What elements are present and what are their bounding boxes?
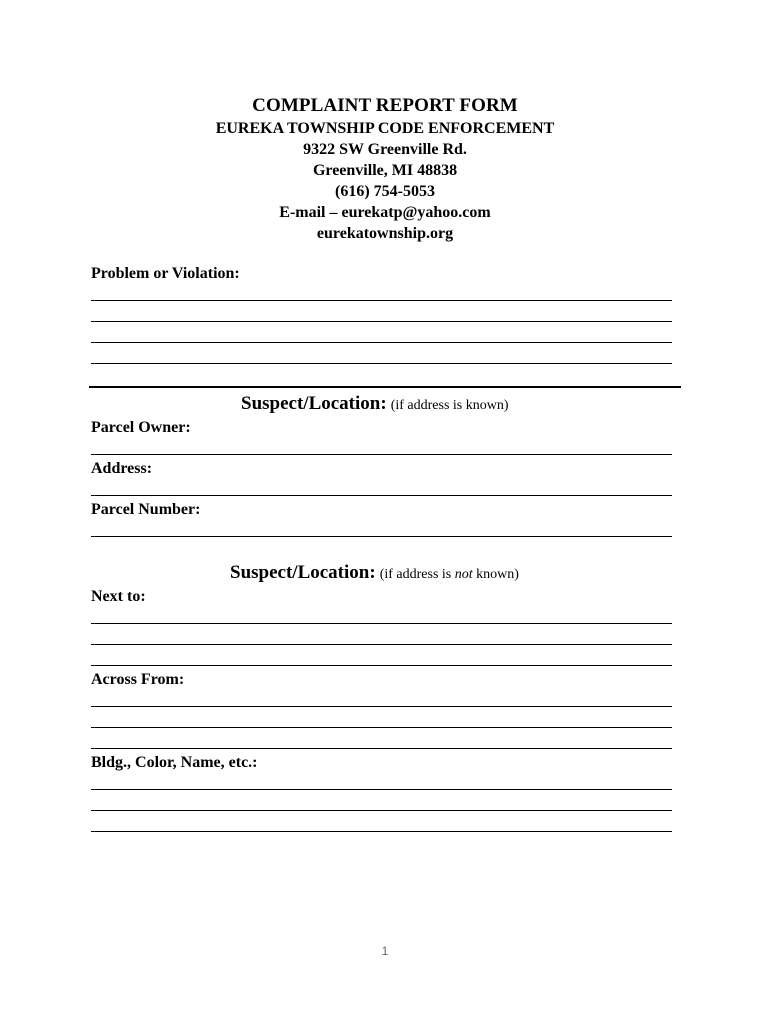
unknown-location-heading [230,562,519,584]
problem-line-2[interactable] [91,321,672,322]
next-to-line-2[interactable] [91,644,672,645]
across-from-line-2[interactable] [91,727,672,728]
email-address: E-mail – eurekatp@yahoo.com [279,204,491,221]
parcel-owner-label: Parcel Owner: [91,419,191,436]
unknown-heading-text: Suspect/Location: [230,562,376,583]
next-to-line-3[interactable] [91,665,672,666]
bldg-color-name-label: Bldg., Color, Name, etc.: [91,754,258,771]
problem-violation-label: Problem or Violation: [91,265,240,282]
parcel-owner-line[interactable] [91,454,672,455]
across-from-label: Across From: [91,671,185,688]
parcel-number-label: Parcel Number: [91,501,201,518]
form-title: COMPLAINT REPORT FORM [252,95,518,116]
address-line[interactable] [91,495,672,496]
organization-name: EUREKA TOWNSHIP CODE ENFORCEMENT [215,120,555,137]
problem-line-1[interactable] [91,300,672,301]
city-state-zip: Greenville, MI 48838 [312,162,458,179]
known-heading-note: (if address is known) [390,398,509,413]
unknown-heading-note: (if address is not known) [379,567,519,582]
parcel-number-line[interactable] [91,536,672,537]
bldg-line-3[interactable] [91,831,672,832]
across-from-line-1[interactable] [91,706,672,707]
page-number: 1 [381,944,389,958]
across-from-line-3[interactable] [91,748,672,749]
known-location-heading [241,393,509,415]
known-heading-text: Suspect/Location: [241,393,387,414]
bldg-line-2[interactable] [91,810,672,811]
form-header [0,94,770,244]
website: eurekatownship.org [316,225,454,242]
next-to-line-1[interactable] [91,623,672,624]
phone-number: (616) 754-5053 [335,183,435,200]
street-address: 9322 SW Greenville Rd. [303,141,467,158]
section-divider [89,386,681,388]
address-label: Address: [91,460,153,477]
next-to-label: Next to: [91,588,146,605]
problem-line-3[interactable] [91,342,672,343]
problem-line-4[interactable] [91,363,672,364]
bldg-line-1[interactable] [91,789,672,790]
